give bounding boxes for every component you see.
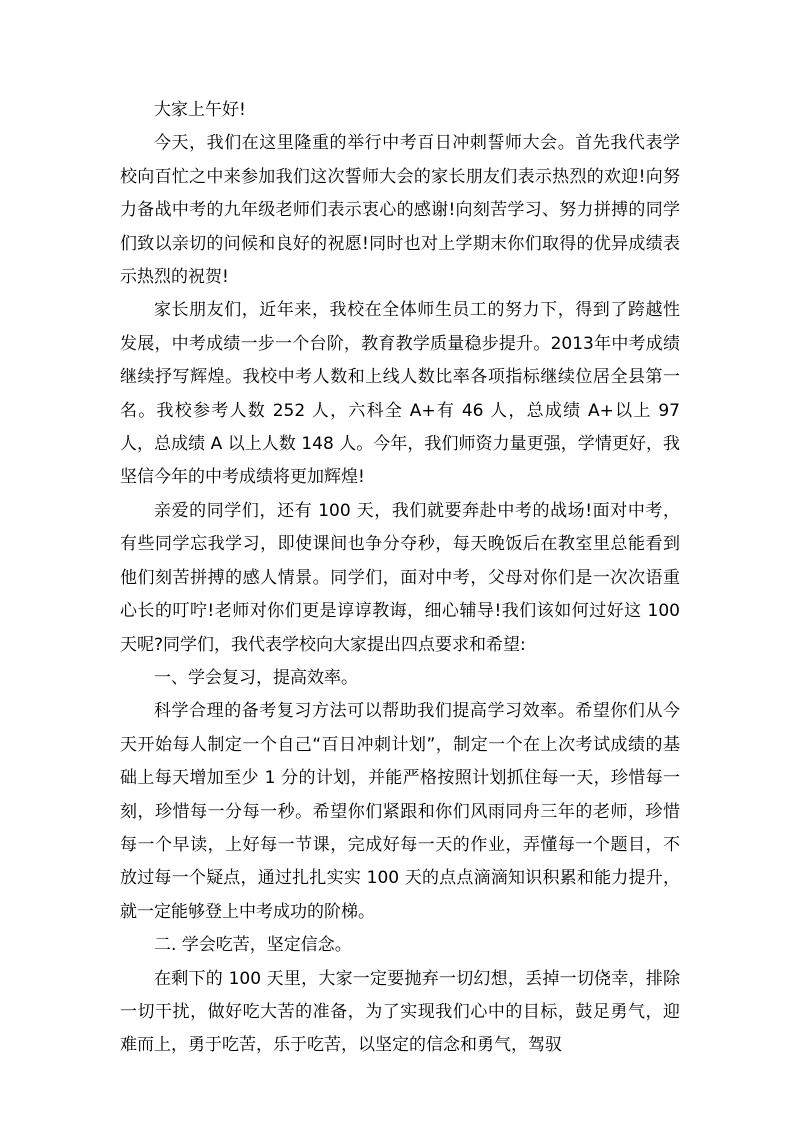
section-heading-one: 一、学会复习，提高效率。 — [154, 667, 358, 688]
opening-paragraph: 今天，我们在这里隆重的举行中考百日冲刺誓师大会。首先我代表学校向百忙之中来参加我们这次誓师大会的家长朋友们表示热烈的欢迎!向努力备战中考的九年级老师们表示衷心的感谢!向刻苦学习、努力拼搏的同学们致以亲切的问候和良好的祝愿!同时也对上学期末你们取得的优异成绩表示热烈的祝贺! — [120, 133, 680, 288]
students-paragraph: 亲爱的同学们，还有 100 天，我们就要奔赴中考的战场!面对中考，有些同学忘我学习，即使课间也争分夺秒，每天晚饭后在教室里总能看到他们刻苦拼搏的感人情景。同学们，面对中考，父母对你们是一次次语重心长的叮咛!老师对你们更是谆谆教诲，细心辅导!我们该如何过好这 100 天呢?同学们，我代表学校向大家提出四点要求和希望: — [120, 500, 680, 655]
section-two-body: 在剩下的 100 天里，大家一定要抛弃一切幻想，丢掉一切侥幸，排除一切干扰，做好吃大苦的准备，为了实现我们心中的目标，鼓足勇气，迎难而上，勇于吃苦，乐于吃苦，以坚定的信念和勇气，驾驭 — [120, 968, 680, 1056]
greeting-paragraph: 大家上午好! — [154, 100, 246, 120]
parents-paragraph: 家长朋友们，近年来，我校在全体师生员工的努力下，得到了跨越性发展，中考成绩一步一个台阶，教育教学质量稳步提升。2013年中考成绩继续抒写辉煌。我校中考人数和上线人数比率各项指标继续位居全县第一名。我校参考人数 252 人，六科全 A+有 46 人，总成绩 A+以上 97 人，总成绩 A 以上人数 148 人。今年，我们师资力量更强，学情更好，我坚信今年的中考成绩将更加辉煌! — [120, 300, 680, 488]
section-one-body: 科学合理的备考复习方法可以帮助我们提高学习效率。希望你们从今天开始每人制定一个自己“百日冲刺计划”，制定一个在上次考试成绩的基础上每天增加至少 1 分的计划，并能严格按照计划抓住每一天，珍惜每一刻，珍惜每一分每一秒。希望你们紧跟和你们风雨同舟三年的老师，珍惜每一个早读，上好每一节课，完成好每一天的作业，弄懂每一个题目，不放过每一个疑点，通过扎扎实实 100 天的点点滴滴知识积累和能力提升，就一定能够登上中考成功的阶梯。 — [120, 701, 680, 922]
speech-text — [120, 94, 680, 1063]
section-heading-two: 二. 学会吃苦，坚定信念。 — [154, 935, 352, 956]
